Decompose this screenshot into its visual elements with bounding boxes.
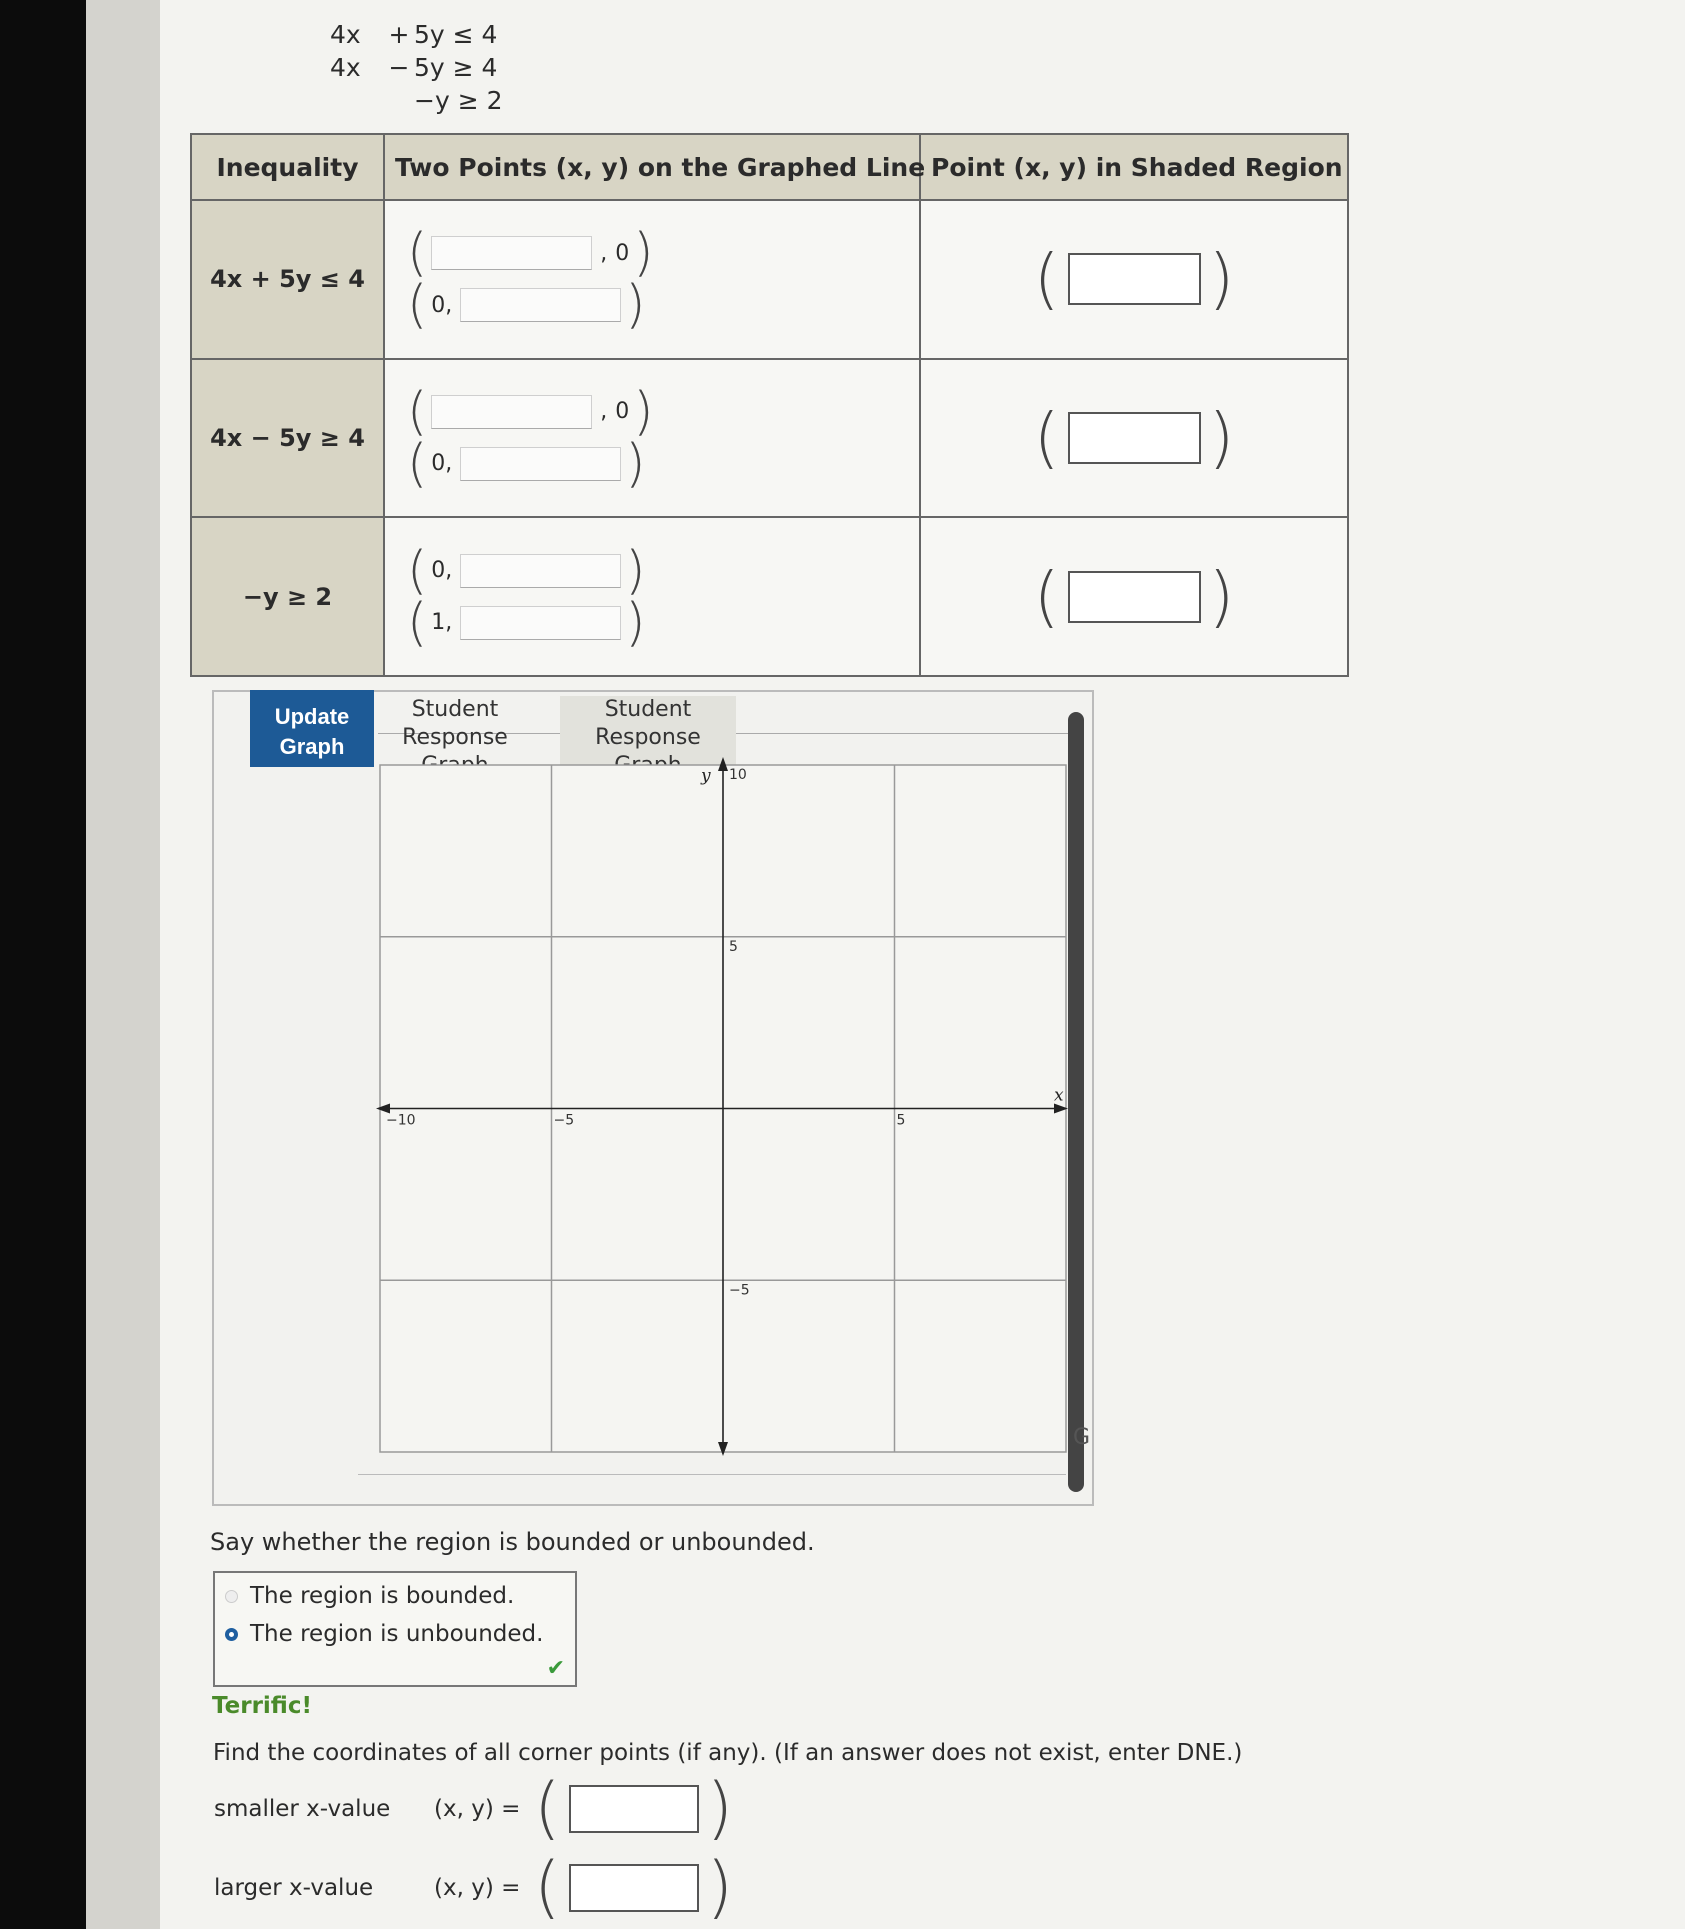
corner-point-row — [214, 1848, 734, 1927]
close-paren: ) — [1208, 240, 1235, 318]
graph-scrollbar[interactable] — [1068, 712, 1084, 1492]
corner-label: larger x-value — [214, 1875, 374, 1901]
comma: , — [600, 240, 608, 266]
tab-graph-description[interactable]: Student Response — [560, 696, 736, 808]
open-paren: ( — [1033, 557, 1060, 635]
checkmark-icon: ✔ — [546, 1656, 565, 1681]
y-tick-label: −5 — [729, 1282, 750, 1299]
open-paren: ( — [407, 275, 428, 336]
open-paren: ( — [407, 540, 428, 601]
option-label: The region is bounded. — [250, 1583, 515, 1609]
fixed-coordinate: 0 — [615, 240, 630, 266]
inequality-label: 4x − 5y ≥ 4 — [191, 359, 384, 518]
system-operator: − — [388, 53, 410, 82]
close-paren: ) — [1208, 398, 1235, 476]
y-axis-label: y — [701, 766, 711, 786]
header-inequality: Inequality — [191, 134, 384, 200]
radio-bounded[interactable] — [225, 1590, 238, 1603]
system-operator: + — [388, 20, 410, 49]
open-paren: ( — [534, 1848, 561, 1927]
x-axis-label: x — [1054, 1085, 1064, 1106]
inequality-label: 4x + 5y ≤ 4 — [191, 200, 384, 359]
y-tick-label: 10 — [729, 767, 747, 783]
corner-points-question: Find the coordinates of all corner points (if any). (If an answer does not exist, enter DNE.) — [213, 1740, 1243, 1766]
x-tick-label: −10 — [386, 1112, 416, 1129]
tab-student-response-graph[interactable]: Student Response — [402, 697, 508, 750]
fixed-coordinate: 0, — [431, 558, 453, 584]
close-paren: ) — [633, 223, 654, 284]
x-tick-label: −5 — [553, 1112, 575, 1129]
close-paren: ) — [633, 381, 654, 442]
x-tick-label: 5 — [896, 1112, 906, 1129]
option-label: The region is unbounded. — [250, 1621, 544, 1647]
system-term: 5y ≤ 4 — [414, 20, 498, 49]
option-unbounded[interactable] — [225, 1621, 543, 1647]
scroll-handle-icon: G — [1073, 1425, 1091, 1450]
corner-point-input[interactable] — [569, 1864, 699, 1912]
fixed-coordinate: 0, — [431, 451, 453, 477]
open-paren: ( — [407, 381, 428, 442]
system-term: 4x — [330, 20, 361, 49]
option-bounded[interactable] — [225, 1583, 514, 1609]
header-two-points: Two Points (x, y) on the Graphed Line — [384, 134, 920, 200]
close-paren: ) — [625, 592, 646, 653]
xy-label: (x, y) = — [434, 1796, 521, 1822]
close-paren: ) — [625, 275, 646, 336]
radio-unbounded[interactable] — [225, 1628, 238, 1641]
y-axis-arrow-up — [718, 757, 728, 771]
xy-label: (x, y) = — [434, 1875, 521, 1901]
system-term: −y ≥ 2 — [414, 86, 503, 115]
close-paren: ) — [706, 1769, 734, 1848]
bounded-choices — [213, 1571, 577, 1687]
bounded-question: Say whether the region is bounded or unbounded. — [210, 1528, 815, 1556]
close-paren: ) — [625, 540, 646, 601]
close-paren: ) — [706, 1848, 734, 1927]
header-shaded-point: Point (x, y) in Shaded Region — [920, 134, 1348, 200]
system-term: 4x — [330, 53, 361, 82]
open-paren: ( — [1033, 240, 1060, 318]
corner-label: smaller x-value — [214, 1796, 391, 1822]
open-paren: ( — [407, 592, 428, 653]
comma: , — [600, 399, 608, 425]
open-paren: ( — [1033, 398, 1060, 476]
update-graph-button[interactable]: Update Graph — [250, 690, 374, 767]
fixed-coordinate: 0, — [431, 292, 453, 318]
open-paren: ( — [534, 1769, 561, 1848]
inequality-label: −y ≥ 2 — [191, 517, 384, 676]
close-paren: ) — [625, 433, 646, 494]
system-term: 5y ≥ 4 — [414, 53, 498, 82]
corner-point-row — [214, 1769, 734, 1848]
feedback-text: Terrific! — [212, 1693, 312, 1719]
y-tick-label: 5 — [729, 938, 738, 955]
fixed-coordinate: 0 — [615, 399, 630, 425]
corner-point-input[interactable] — [569, 1785, 699, 1833]
open-paren: ( — [407, 223, 428, 284]
close-paren: ) — [1208, 557, 1235, 635]
open-paren: ( — [407, 433, 428, 494]
fixed-coordinate: 1, — [431, 610, 453, 636]
